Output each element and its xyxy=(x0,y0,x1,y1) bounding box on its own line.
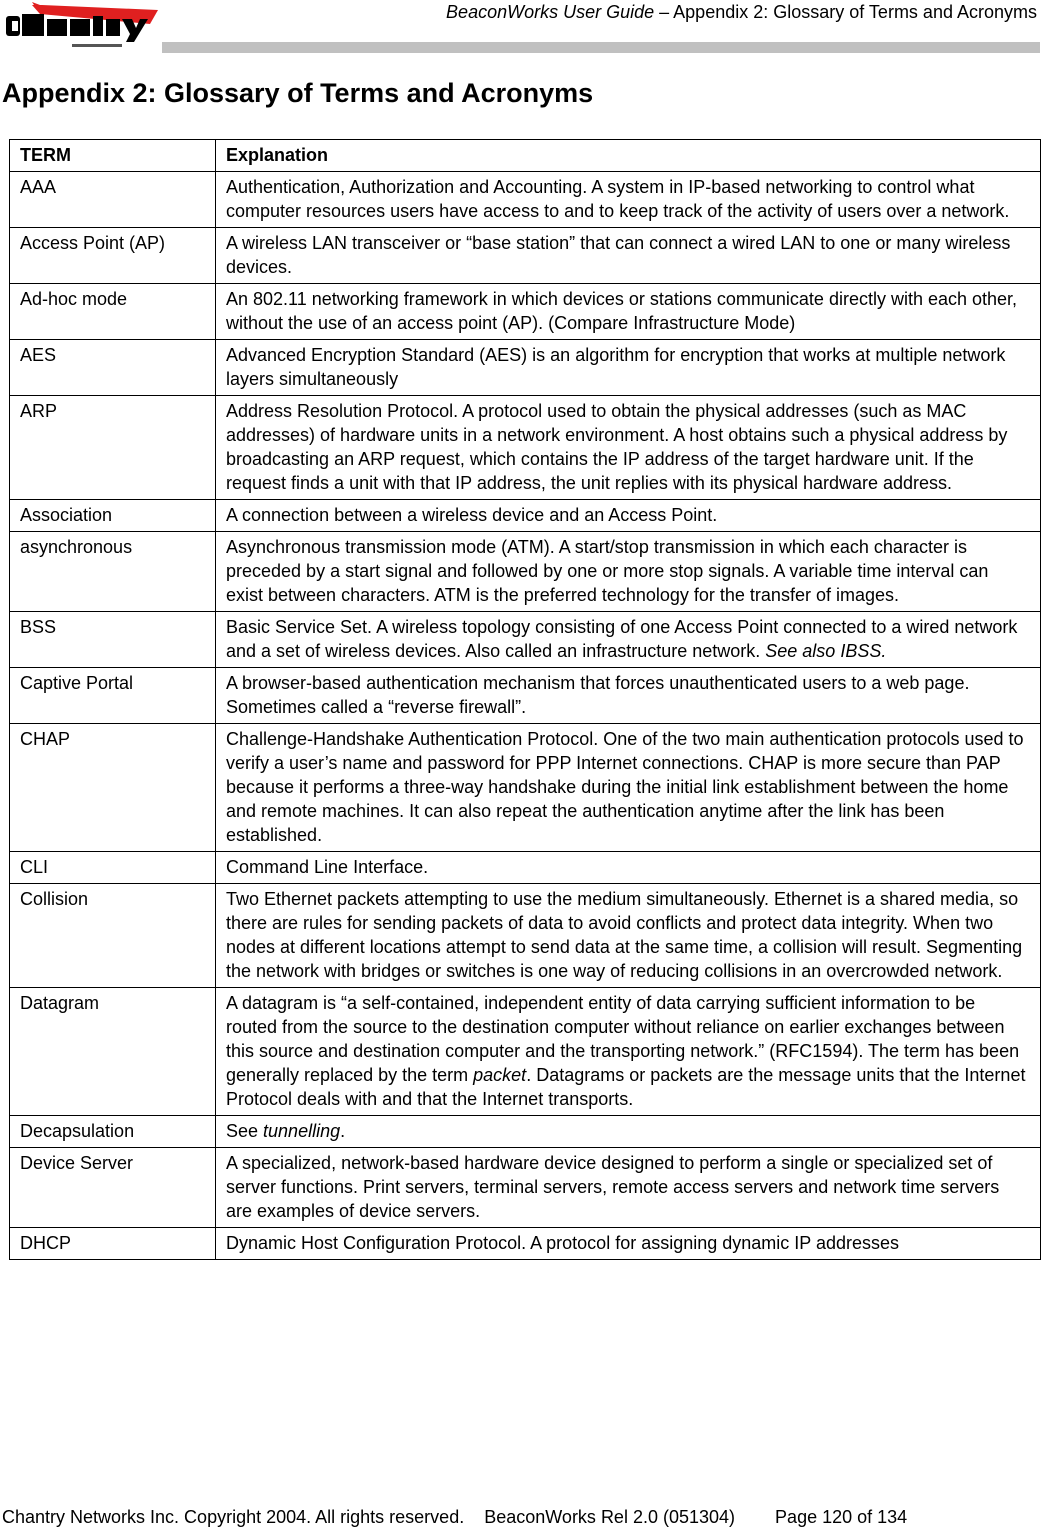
explanation-text: A browser-based authentication mechanism that forces unauthenticated users to a web page. Sometimes called a “reverse firewall”. xyxy=(226,673,970,717)
table-row xyxy=(10,396,1041,500)
networks-wordmark xyxy=(72,44,122,47)
glossary-explanation xyxy=(216,340,1041,396)
header-title xyxy=(446,2,1037,23)
glossary-term: AAA xyxy=(10,172,216,228)
explanation-text: A connection between a wireless device and an Access Point. xyxy=(226,505,718,525)
table-row xyxy=(10,340,1041,396)
explanation-text: . xyxy=(340,1121,346,1141)
table-row xyxy=(10,884,1041,988)
explanation-text: Asynchronous transmission mode (ATM). A start/stop transmission in which each character is preceded by a start signal and followed by one or more stop signals. A variable time interval can exist between characters. ATM is the preferred technology for the transfer of images. xyxy=(226,537,989,605)
glossary-term: Association xyxy=(10,500,216,532)
italic-reference: See also IBSS. xyxy=(765,641,887,661)
table-row xyxy=(10,724,1041,852)
glossary-term: BSS xyxy=(10,612,216,668)
table-row xyxy=(10,668,1041,724)
glossary-term: Access Point (AP) xyxy=(10,228,216,284)
glossary-term: Datagram xyxy=(10,988,216,1116)
glossary-explanation xyxy=(216,284,1041,340)
explanation-text: . Datagrams or packets are the message units that the Internet Protocol deals with and that the Internet transports. xyxy=(226,1065,1026,1109)
glossary-term: Collision xyxy=(10,884,216,988)
glossary-explanation xyxy=(216,532,1041,612)
glossary-explanation xyxy=(216,1228,1041,1260)
glossary-term: Ad-hoc mode xyxy=(10,284,216,340)
chantry-logo xyxy=(0,2,160,50)
glossary-explanation xyxy=(216,1116,1041,1148)
table-row xyxy=(10,852,1041,884)
explanation-text: See xyxy=(226,1121,264,1141)
explanation-text: A wireless LAN transceiver or “base station” that can connect a wired LAN to one or many wireless devices. xyxy=(226,233,1011,277)
glossary-explanation xyxy=(216,668,1041,724)
glossary-explanation xyxy=(216,500,1041,532)
table-row xyxy=(10,532,1041,612)
glossary-explanation xyxy=(216,172,1041,228)
explanation-text: Challenge-Handshake Authentication Protocol. One of the two main authentication protocols used to verify a user’s name and password for PPP Internet connections. CHAP is more secure than PAP because it performs a three-way handshake during the initial link establishment between the home and remote machines. It can also repeat the authentication anytime after the link has been established. xyxy=(226,729,1024,845)
glossary-term: AES xyxy=(10,340,216,396)
page-footer xyxy=(2,1506,907,1528)
explanation-text: Dynamic Host Configuration Protocol. A protocol for assigning dynamic IP addresses xyxy=(226,1233,900,1253)
glossary-explanation xyxy=(216,852,1041,884)
table-row xyxy=(10,988,1041,1116)
column-header-term: TERM xyxy=(10,140,216,172)
glossary-term: CHAP xyxy=(10,724,216,852)
glossary-explanation xyxy=(216,1148,1041,1228)
glossary-table xyxy=(9,139,1041,1260)
page-title: Appendix 2: Glossary of Terms and Acronyms xyxy=(2,78,594,108)
table-row xyxy=(10,1228,1041,1260)
footer-copyright: Chantry Networks Inc. Copyright 2004. All rights reserved. xyxy=(2,1507,465,1527)
explanation-text: Advanced Encryption Standard (AES) is an algorithm for encryption that works at multiple network layers simultaneously xyxy=(226,345,1006,389)
header-divider-bar xyxy=(162,42,1040,53)
table-row xyxy=(10,172,1041,228)
table-row xyxy=(10,228,1041,284)
italic-reference: tunnelling xyxy=(263,1121,341,1141)
glossary-term: Captive Portal xyxy=(10,668,216,724)
glossary-explanation xyxy=(216,988,1041,1116)
explanation-text: Basic Service Set. A wireless topology consisting of one Access Point connected to a wired network and a set of wireless devices. Also called an infrastructure network. xyxy=(226,617,1018,661)
table-row xyxy=(10,284,1041,340)
explanation-text: Command Line Interface. xyxy=(226,857,429,877)
glossary-term: DHCP xyxy=(10,1228,216,1260)
footer-release: BeaconWorks Rel 2.0 (051304) xyxy=(484,1507,736,1527)
explanation-text: Two Ethernet packets attempting to use the medium simultaneously. Ethernet is a shared media, so there are rules for sending packets of data to avoid conflicts and protect data integrity. When two nodes at different locations attempt to send data at the same time, a collision will result. Segmenting the network with bridges or switches is one way of reducing collisions in an overcrowded network. xyxy=(226,889,1023,981)
glossary-term: Device Server xyxy=(10,1148,216,1228)
table-header-row xyxy=(10,140,1041,172)
explanation-text: An 802.11 networking framework in which devices or stations communicate directly with each other, without the use of an access point (AP). (Compare Infrastructure Mode) xyxy=(226,289,1018,333)
glossary-explanation xyxy=(216,724,1041,852)
italic-reference: packet xyxy=(473,1065,527,1085)
header-guide-name: BeaconWorks User Guide xyxy=(446,2,655,22)
table-row xyxy=(10,1148,1041,1228)
glossary-term: Decapsulation xyxy=(10,1116,216,1148)
glossary-explanation xyxy=(216,884,1041,988)
glossary-explanation xyxy=(216,228,1041,284)
glossary-term: asynchronous xyxy=(10,532,216,612)
glossary-explanation xyxy=(216,396,1041,500)
explanation-text: Authentication, Authorization and Accounting. A system in IP-based networking to control what computer resources users have access to and to keep track of the activity of users over a network. xyxy=(226,177,1010,221)
column-header-explanation: Explanation xyxy=(216,140,1041,172)
explanation-text: Address Resolution Protocol. A protocol used to obtain the physical addresses (such as MAC addresses) of hardware units in a network environment. A host obtains such a physical address by broadcasting an ARP request, which contains the IP address of the target hardware unit. If the request finds a unit with that IP address, the unit replies with its physical hardware address. xyxy=(226,401,1008,493)
explanation-text: A specialized, network-based hardware device designed to perform a single or specialized set of server functions. Print servers, terminal servers, remote access servers and network time servers are examples of device servers. xyxy=(226,1153,1000,1221)
table-row xyxy=(10,500,1041,532)
footer-page-number: Page 120 of 134 xyxy=(775,1507,908,1527)
table-row xyxy=(10,1116,1041,1148)
glossary-explanation xyxy=(216,612,1041,668)
glossary-term: ARP xyxy=(10,396,216,500)
header-section: – Appendix 2: Glossary of Terms and Acronyms xyxy=(654,2,1037,22)
glossary-term: CLI xyxy=(10,852,216,884)
explanation-text: A datagram is “a self-contained, independent entity of data carrying sufficient information to be routed from the source to the destination computer without reliance on earlier exchanges between this source and destination computer and the transporting network.” (RFC1594). The term has been generally replaced by the term xyxy=(226,993,1020,1085)
table-row xyxy=(10,612,1041,668)
